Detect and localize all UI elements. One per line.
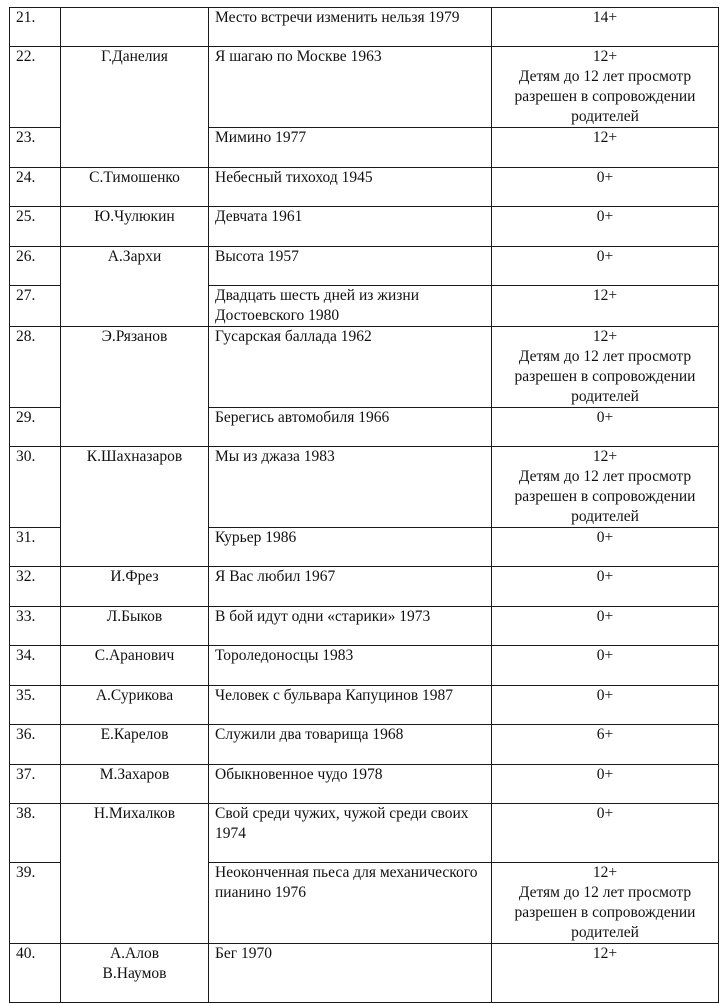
age-rating xyxy=(492,567,719,607)
rating-note: Детям до 12 лет просмотр разрешен в сопровождении родителей xyxy=(514,884,696,941)
director-line: А.Алов xyxy=(109,945,160,962)
row-number: 21. xyxy=(10,8,61,47)
director-cell: С.Аранович xyxy=(61,646,209,686)
film-title: Двадцать шесть дней из жизни Достоевского 1980 xyxy=(209,286,492,327)
director-cell xyxy=(61,8,209,47)
film-title: Гусарская баллада 1962 xyxy=(209,327,492,408)
age-rating xyxy=(492,646,719,686)
rating-value: 12+ xyxy=(592,945,618,962)
row-number: 34. xyxy=(10,646,61,686)
age-rating xyxy=(492,686,719,725)
rating-value: 14+ xyxy=(592,9,618,26)
age-rating xyxy=(492,408,719,447)
rating-value: 12+ xyxy=(592,448,618,465)
rating-value: 12+ xyxy=(592,864,618,881)
row-number: 36. xyxy=(10,725,61,765)
film-title: Свой среди чужих, чужой среди своих 1974 xyxy=(209,804,492,863)
table-row xyxy=(10,567,719,607)
film-title: Бег 1970 xyxy=(209,944,492,1003)
film-title: Место встречи изменить нельзя 1979 xyxy=(209,8,492,47)
film-title: Я шагаю по Москве 1963 xyxy=(209,47,492,128)
director-cell: М.Захаров xyxy=(61,765,209,804)
rating-value: 12+ xyxy=(592,129,618,146)
film-title: Тороледоносцы 1983 xyxy=(209,646,492,686)
table-row xyxy=(10,447,719,528)
row-number: 31. xyxy=(10,528,61,567)
row-number: 37. xyxy=(10,765,61,804)
table-row xyxy=(10,327,719,408)
director-cell xyxy=(61,944,209,1003)
age-rating xyxy=(492,447,719,528)
film-title: Мы из джаза 1983 xyxy=(209,447,492,528)
table-row xyxy=(10,607,719,646)
age-rating xyxy=(492,286,719,327)
table-row xyxy=(10,47,719,128)
age-rating xyxy=(492,944,719,1003)
films-table xyxy=(9,7,719,1003)
film-title: Курьер 1986 xyxy=(209,528,492,567)
rating-note: Детям до 12 лет просмотр разрешен в сопровождении родителей xyxy=(514,68,696,125)
director-cell: Л.Быков xyxy=(61,607,209,646)
row-number: 25. xyxy=(10,207,61,247)
age-rating xyxy=(492,607,719,646)
director-cell: К.Шахназаров xyxy=(61,447,209,567)
rating-value: 0+ xyxy=(596,805,614,822)
age-rating xyxy=(492,528,719,567)
age-rating xyxy=(492,207,719,247)
rating-note: Детям до 12 лет просмотр разрешен в сопровождении родителей xyxy=(514,348,696,405)
row-number: 38. xyxy=(10,804,61,863)
rating-value: 0+ xyxy=(596,687,614,704)
row-number: 23. xyxy=(10,128,61,168)
director-cell: С.Тимошенко xyxy=(61,168,209,207)
row-number: 22. xyxy=(10,47,61,128)
director-cell: А.Зархи xyxy=(61,247,209,327)
row-number: 35. xyxy=(10,686,61,725)
age-rating xyxy=(492,804,719,863)
film-title: Служили два товарища 1968 xyxy=(209,725,492,765)
age-rating xyxy=(492,128,719,168)
table-row xyxy=(10,646,719,686)
film-title: Обыкновенное чудо 1978 xyxy=(209,765,492,804)
row-number: 29. xyxy=(10,408,61,447)
director-cell: Э.Рязанов xyxy=(61,327,209,447)
age-rating xyxy=(492,725,719,765)
film-title: Небесный тихоход 1945 xyxy=(209,168,492,207)
rating-value: 0+ xyxy=(596,248,614,265)
row-number: 32. xyxy=(10,567,61,607)
rating-value: 12+ xyxy=(592,328,618,345)
age-rating xyxy=(492,8,719,47)
director-cell: Ю.Чулюкин xyxy=(61,207,209,247)
rating-value: 0+ xyxy=(596,647,614,664)
film-title: Девчата 1961 xyxy=(209,207,492,247)
director-cell: И.Фрез xyxy=(61,567,209,607)
rating-value: 0+ xyxy=(596,529,614,546)
row-number: 33. xyxy=(10,607,61,646)
film-title: Берегись автомобиля 1966 xyxy=(209,408,492,447)
rating-value: 0+ xyxy=(596,568,614,585)
age-rating xyxy=(492,168,719,207)
row-number: 27. xyxy=(10,286,61,327)
film-title: Высота 1957 xyxy=(209,247,492,286)
film-title: В бой идут одни «старики» 1973 xyxy=(209,607,492,646)
table-row xyxy=(10,765,719,804)
age-rating xyxy=(492,47,719,128)
film-title: Я Вас любил 1967 xyxy=(209,567,492,607)
age-rating xyxy=(492,327,719,408)
table-row xyxy=(10,804,719,863)
row-number: 40. xyxy=(10,944,61,1003)
rating-value: 0+ xyxy=(596,169,614,186)
rating-value: 0+ xyxy=(596,608,614,625)
table-row xyxy=(10,8,719,47)
table-row xyxy=(10,944,719,1003)
director-cell: Г.Данелия xyxy=(61,47,209,168)
table-row xyxy=(10,207,719,247)
film-title: Неоконченная пьеса для механического пианино 1976 xyxy=(209,863,492,944)
rating-value: 12+ xyxy=(592,287,618,304)
film-title: Человек с бульвара Капуцинов 1987 xyxy=(209,686,492,725)
director-line: В.Наумов xyxy=(102,965,167,982)
row-number: 30. xyxy=(10,447,61,528)
age-rating xyxy=(492,863,719,944)
director-cell: Н.Михалков xyxy=(61,804,209,944)
row-number: 26. xyxy=(10,247,61,286)
director-cell: А.Сурикова xyxy=(61,686,209,725)
rating-value: 0+ xyxy=(596,409,614,426)
table-row xyxy=(10,168,719,207)
rating-value: 12+ xyxy=(592,48,618,65)
director-cell: Е.Карелов xyxy=(61,725,209,765)
table-row xyxy=(10,686,719,725)
rating-value: 0+ xyxy=(596,208,614,225)
rating-value: 0+ xyxy=(596,766,614,783)
age-rating xyxy=(492,765,719,804)
table-row xyxy=(10,247,719,286)
row-number: 39. xyxy=(10,863,61,944)
rating-note: Детям до 12 лет просмотр разрешен в сопровождении родителей xyxy=(514,468,696,525)
table-row xyxy=(10,725,719,765)
age-rating xyxy=(492,247,719,286)
row-number: 28. xyxy=(10,327,61,408)
row-number: 24. xyxy=(10,168,61,207)
rating-value: 6+ xyxy=(596,726,614,743)
film-title: Мимино 1977 xyxy=(209,128,492,168)
